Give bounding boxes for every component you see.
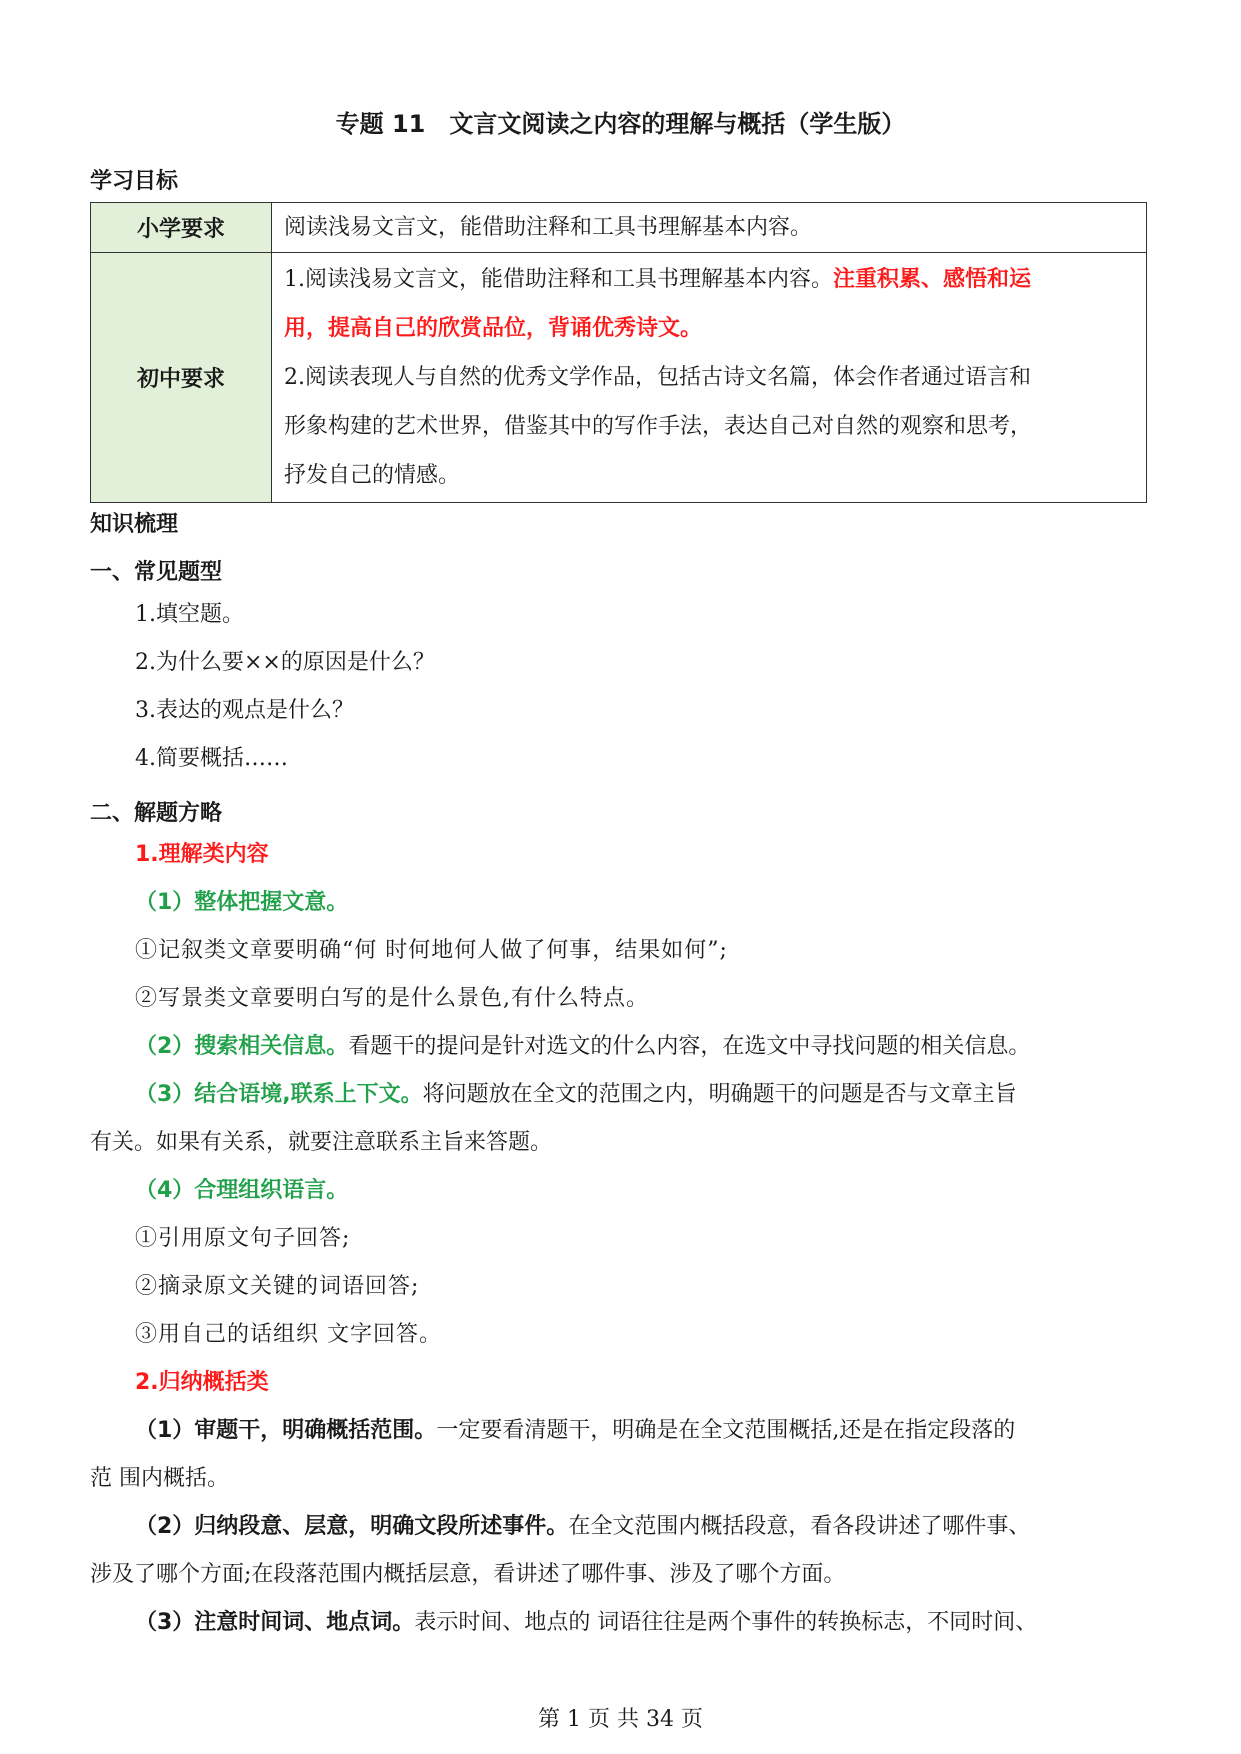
list-item: ②摘录原文关键的词语回答; [135, 1274, 420, 1299]
subheading-2: （2）搜索相关信息。 [135, 1034, 349, 1059]
requirement-2-line-1: 2.阅读表现人与自然的优秀文学作品，包括古诗文名篇，体会作者通过语言和 [284, 365, 1031, 390]
list-item: 2.为什么要××的原因是什么？ [135, 650, 435, 675]
primary-school-label: 小学要求 [91, 203, 272, 253]
table-row [91, 253, 1147, 503]
section-2-heading: 二、解题方略 [90, 801, 223, 826]
learning-goals-table [90, 202, 1147, 503]
requirement-1-text: 1.阅读浅易文言文，能借助注释和工具书理解基本内容。 [284, 267, 833, 292]
subheading-4: （4）合理组织语言。 [135, 1178, 349, 1203]
middle-school-label: 初中要求 [91, 253, 272, 503]
table-row [91, 203, 1147, 253]
paragraph-time-place [135, 1600, 1195, 1646]
learning-goals-heading: 学习目标 [90, 169, 179, 194]
page-number-footer: 第 1 页 共 34 页 [538, 1707, 703, 1732]
requirement-1-highlight-a: 注重积累、感悟和运 [833, 267, 1032, 292]
point-3-text: 表示时间、地点的 词语往往是两个事件的转换标志，不同时间、 [414, 1610, 1038, 1635]
list-item: ②写景类文章要明白写的是什么景色,有什么特点。 [135, 986, 649, 1011]
requirement-2-line-3: 抒发自己的情感。 [284, 463, 461, 488]
list-item: 3.表达的观点是什么？ [135, 698, 354, 723]
point-2-text: 在全文范围内概括段意，看各段讲述了哪件事、 [568, 1514, 1031, 1539]
list-item: ①记叙类文章要明确“何 时何地何人做了何事，结果如何”; [135, 938, 728, 963]
list-item: 4.简要概括…… [135, 746, 288, 771]
list-item: ③用自己的话组织 文字回答。 [135, 1322, 442, 1347]
requirement-1-highlight-b: 用，提高自己的欣赏品位，背诵优秀诗文。 [284, 316, 703, 341]
document-title: 专题 11 文言文阅读之内容的理解与概括（学生版） [335, 110, 906, 138]
point-2-heading: （2）归纳段意、层意，明确文段所述事件。 [135, 1514, 569, 1539]
paragraph-summary [135, 1504, 1195, 1550]
point-1-text: 一定要看清题干，明确是在全文范围概括,还是在指定段落的 [436, 1418, 1016, 1443]
paragraph-scope-line-2: 范 围内概括。 [90, 1466, 229, 1491]
knowledge-heading: 知识梳理 [90, 512, 179, 537]
subheading-3: （3）结合语境,联系上下文。 [135, 1082, 423, 1107]
point-1-heading: （1）审题干，明确概括范围。 [135, 1418, 437, 1443]
paragraph-context-line-2: 有关。如果有关系，就要注意联系主旨来答题。 [90, 1130, 553, 1155]
primary-school-requirement: 阅读浅易文言文，能借助注释和工具书理解基本内容。 [272, 203, 1147, 253]
paragraph-search-info [135, 1024, 1195, 1070]
list-item: 1.填空题。 [135, 602, 244, 627]
point-3-heading: （3）注意时间词、地点词。 [135, 1610, 415, 1635]
part-2-heading: 2.归纳概括类 [135, 1370, 269, 1395]
list-item: ①引用原文句子回答; [135, 1226, 351, 1251]
paragraph-summary-line-2: 涉及了哪个方面;在段落范围内概括层意，看讲述了哪件事、涉及了哪个方面。 [90, 1562, 846, 1587]
subheading-3-text: 将问题放在全文的范围之内，明确题干的问题是否与文章主旨 [422, 1082, 1017, 1107]
part-1-heading: 1.理解类内容 [135, 842, 269, 867]
subheading-1: （1）整体把握文意。 [135, 890, 349, 915]
requirement-2-line-2: 形象构建的艺术世界，借鉴其中的写作手法，表达自己对自然的观察和思考， [284, 414, 1033, 439]
middle-school-requirement [272, 253, 1147, 503]
section-1-heading: 一、常见题型 [90, 560, 223, 585]
subheading-2-text: 看题干的提问是针对选文的什么内容，在选文中寻找问题的相关信息。 [348, 1034, 1031, 1059]
paragraph-context [135, 1072, 1195, 1118]
paragraph-scope [135, 1408, 1195, 1454]
